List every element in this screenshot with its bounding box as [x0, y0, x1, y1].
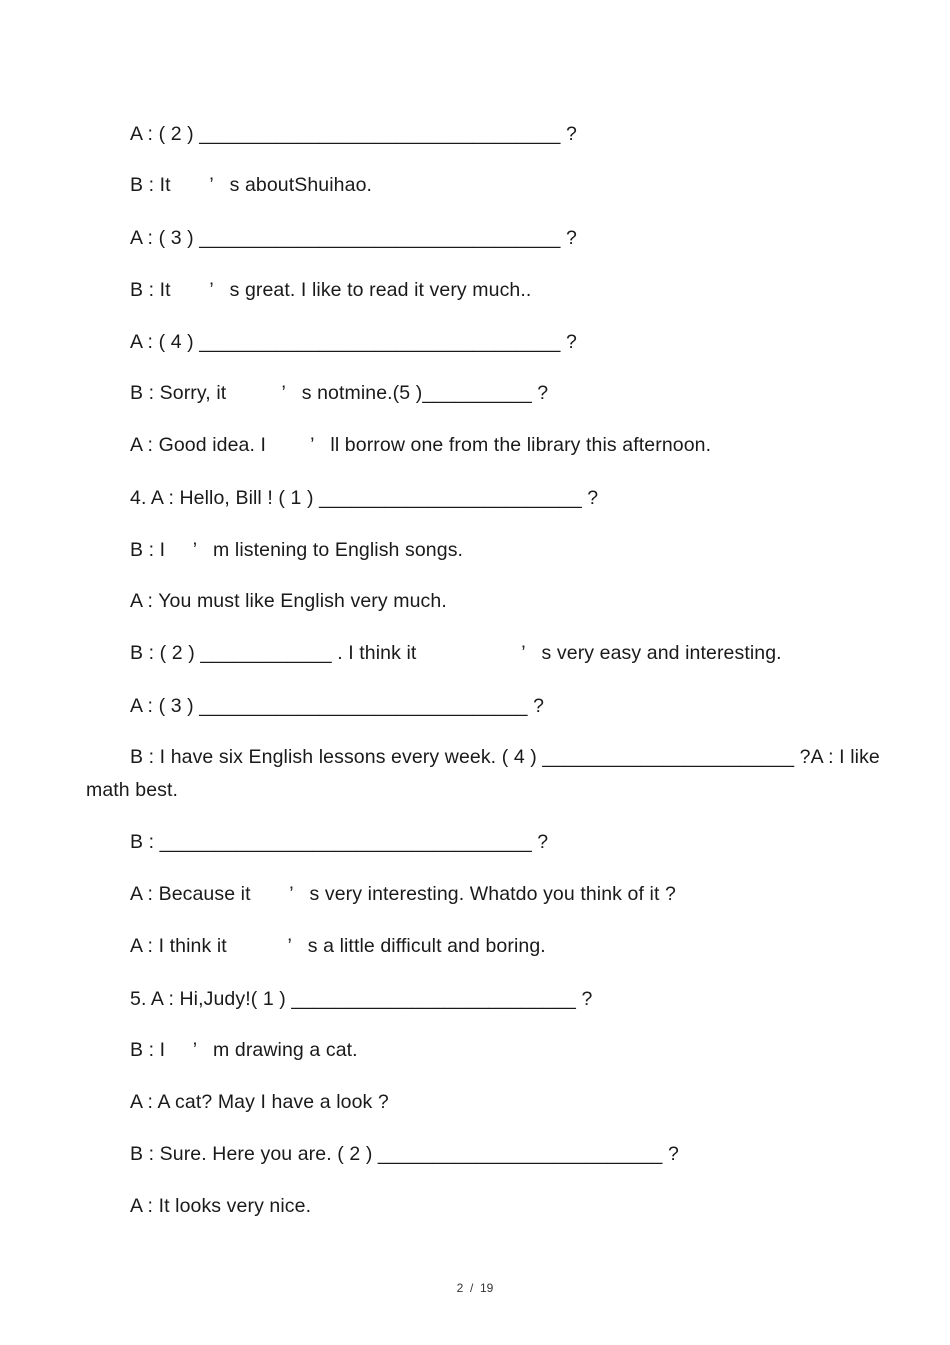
dialogue-line: A : Good idea. I ’ ll borrow one from the library this afternoon. — [130, 434, 712, 456]
dialogue-line: B : I ’ m drawing a cat. — [130, 1039, 358, 1061]
question-5-heading-line: 5. A : Hi,Judy!( 1 ) __________________________ ? — [130, 988, 593, 1010]
question-4-heading-line: 4. A : Hello, Bill ! ( 1 ) ________________________ ? — [130, 487, 599, 509]
dialogue-line: A : Because it ’ s very interesting. Whatdo you think of it ? — [130, 883, 676, 905]
dialogue-line: A : You must like English very much. — [130, 590, 447, 612]
dialogue-line: B : I ’ m listening to English songs. — [130, 539, 464, 561]
dialogue-line: A : ( 4 ) _________________________________ ? — [130, 331, 577, 353]
dialogue-line-wrapped: B : I have six English lessons every week. ( 4 ) _______________________ ?A : I like math best. — [86, 746, 880, 801]
dialogue-line: A : ( 3 ) ______________________________ ? — [130, 695, 545, 717]
dialogue-line: B : It ’ s aboutShuihao. — [130, 174, 373, 196]
page-number: 2 / 19 — [456, 1281, 494, 1295]
dialogue-line: B : Sure. Here you are. ( 2 ) __________________________ ? — [130, 1143, 679, 1165]
dialogue-line: A : It looks very nice. — [130, 1195, 312, 1217]
dialogue-line: A : ( 3 ) _________________________________ ? — [130, 227, 577, 249]
dialogue-line: B : It ’ s great. I like to read it very much.. — [130, 279, 532, 301]
dialogue-line: B : ( 2 ) ____________ . I think it ’ s very easy and interesting. — [130, 642, 782, 664]
dialogue-line: B : Sorry, it ’ s notmine.(5 )__________ ? — [130, 382, 549, 404]
dialogue-line: B : __________________________________ ? — [130, 831, 549, 853]
dialogue-line: A : ( 2 ) _________________________________ ? — [130, 123, 577, 145]
dialogue-line: A : A cat? May I have a look ? — [130, 1091, 389, 1113]
dialogue-line: A : I think it ’ s a little difficult and boring. — [130, 935, 546, 957]
